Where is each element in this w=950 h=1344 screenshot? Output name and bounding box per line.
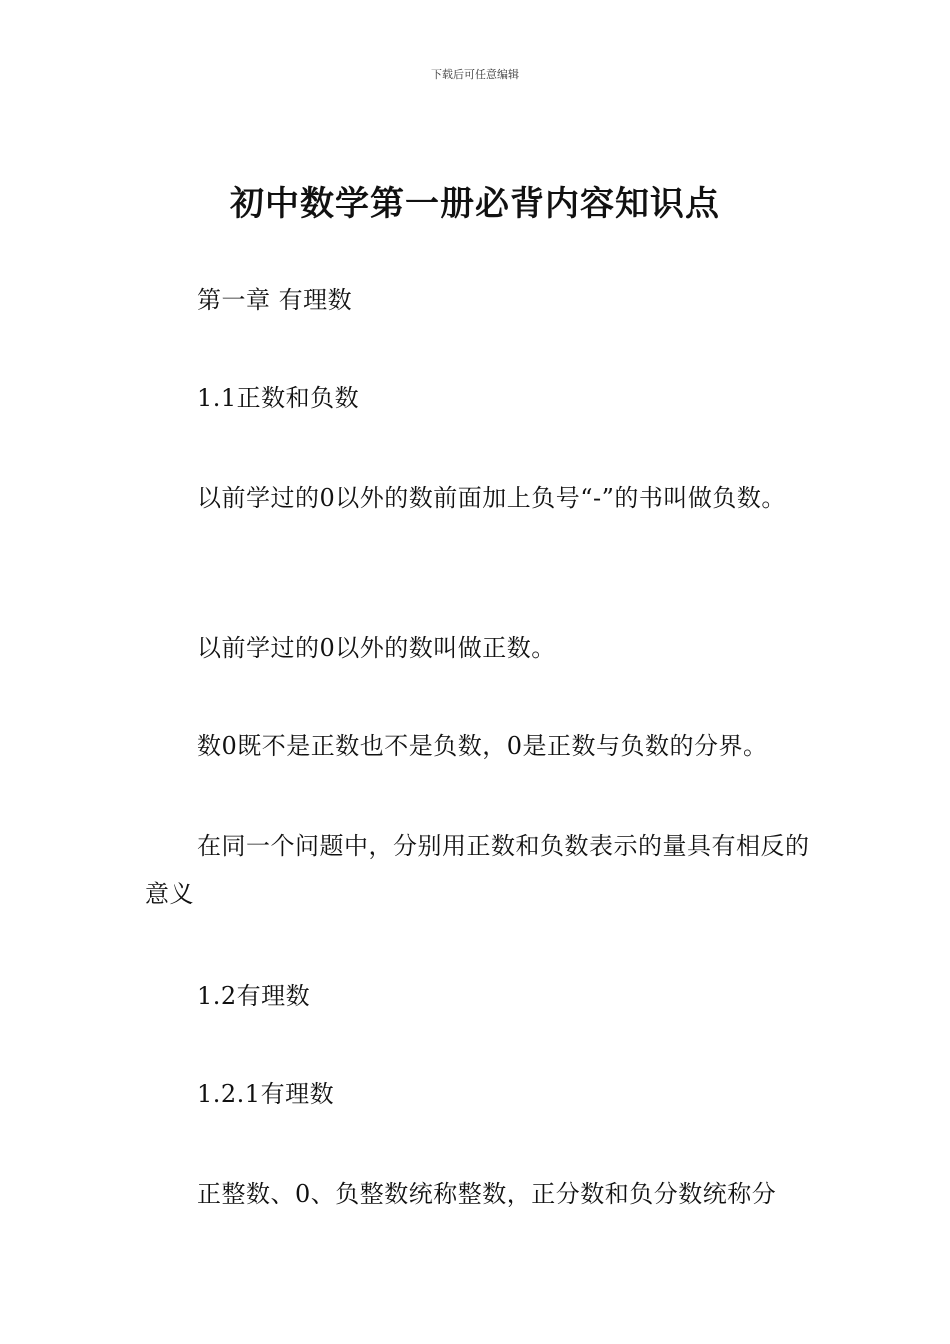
document-title: 初中数学第一册必背内容知识点 (230, 184, 720, 224)
section-heading-1-1: 1.1正数和负数 (197, 384, 360, 412)
paragraph-zero: 数0既不是正数也不是负数，0是正数与负数的分界。 (197, 732, 768, 760)
paragraph-negative-numbers: 以前学过的0以外的数前面加上负号“-”的书叫做负数。 (197, 484, 786, 512)
chapter-heading: 第一章 有理数 (197, 286, 353, 314)
section-heading-1-2: 1.2有理数 (197, 982, 311, 1010)
header-note: 下载后可任意编辑 (431, 68, 519, 81)
section-heading-1-2-1: 1.2.1有理数 (197, 1080, 335, 1108)
paragraph-positive-numbers: 以前学过的0以外的数叫做正数。 (197, 634, 556, 662)
paragraph-opposite-meaning: 在同一个问题中，分别用正数和负数表示的量具有相反的意义 (145, 832, 810, 908)
paragraph-integers-fractions: 正整数、0、负整数统称整数，正分数和负分数统称分 (197, 1180, 777, 1208)
